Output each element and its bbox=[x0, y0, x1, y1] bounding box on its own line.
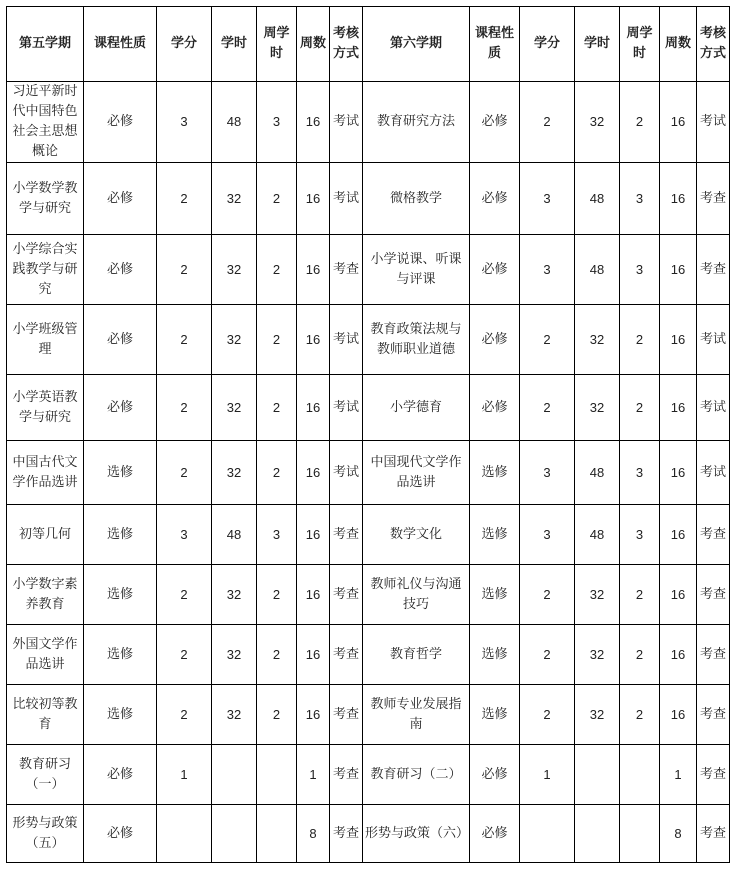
sem6-course-hours: 32 bbox=[575, 685, 620, 745]
sem5-course-weekly-hours: 3 bbox=[257, 505, 297, 565]
sem6-course-nature: 必修 bbox=[470, 235, 520, 305]
sem6-course-weekly-hours: 2 bbox=[620, 82, 660, 163]
sem5-course-name: 中国古代文学作品选讲 bbox=[7, 441, 84, 505]
sem5-course-credit: 2 bbox=[157, 163, 212, 235]
sem5-course-hours: 32 bbox=[212, 305, 257, 375]
sem5-course-weekly-hours: 2 bbox=[257, 305, 297, 375]
sem5-course-weeks: 16 bbox=[297, 375, 330, 441]
sem5-course-assessment: 考试 bbox=[330, 375, 363, 441]
sem5-course-name: 小学英语教学与研究 bbox=[7, 375, 84, 441]
header-nature: 课程性质 bbox=[84, 7, 157, 82]
table-row bbox=[7, 805, 730, 863]
sem5-course-credit: 2 bbox=[157, 305, 212, 375]
sem5-course-nature: 必修 bbox=[84, 305, 157, 375]
sem5-course-credit: 3 bbox=[157, 505, 212, 565]
sem5-course-hours: 32 bbox=[212, 565, 257, 625]
sem6-course-weeks: 16 bbox=[660, 441, 697, 505]
sem5-course-weeks: 16 bbox=[297, 305, 330, 375]
sem6-course-weekly-hours: 3 bbox=[620, 441, 660, 505]
sem5-course-credit bbox=[157, 805, 212, 863]
table-row bbox=[7, 565, 730, 625]
sem6-course-assessment: 考试 bbox=[697, 305, 730, 375]
sem6-course-hours: 32 bbox=[575, 82, 620, 163]
sem5-course-hours bbox=[212, 745, 257, 805]
sem6-course-nature: 必修 bbox=[470, 163, 520, 235]
sem5-course-name: 形势与政策（五） bbox=[7, 805, 84, 863]
sem5-course-name: 小学数字素养教育 bbox=[7, 565, 84, 625]
sem6-course-weekly-hours: 3 bbox=[620, 505, 660, 565]
sem5-course-nature: 选修 bbox=[84, 441, 157, 505]
sem5-course-nature: 必修 bbox=[84, 375, 157, 441]
sem6-course-name: 中国现代文学作品选讲 bbox=[363, 441, 470, 505]
sem5-course-weeks: 16 bbox=[297, 505, 330, 565]
sem5-course-weeks: 16 bbox=[297, 625, 330, 685]
sem5-course-assessment: 考试 bbox=[330, 305, 363, 375]
sem5-course-assessment: 考查 bbox=[330, 685, 363, 745]
sem6-course-credit: 2 bbox=[520, 625, 575, 685]
header-credit: 学分 bbox=[157, 7, 212, 82]
sem5-course-weekly-hours bbox=[257, 805, 297, 863]
header-semester-5: 第五学期 bbox=[7, 7, 84, 82]
sem6-course-hours: 32 bbox=[575, 305, 620, 375]
sem6-course-assessment: 考查 bbox=[697, 235, 730, 305]
sem5-course-hours: 32 bbox=[212, 441, 257, 505]
sem5-course-credit: 2 bbox=[157, 625, 212, 685]
sem6-course-name: 小学说课、听课与评课 bbox=[363, 235, 470, 305]
sem5-course-weeks: 16 bbox=[297, 235, 330, 305]
sem5-course-name: 小学班级管理 bbox=[7, 305, 84, 375]
sem5-course-weeks: 16 bbox=[297, 163, 330, 235]
sem6-course-nature: 必修 bbox=[470, 805, 520, 863]
sem6-course-assessment: 考试 bbox=[697, 82, 730, 163]
sem5-course-weekly-hours: 2 bbox=[257, 235, 297, 305]
sem6-course-weeks: 16 bbox=[660, 375, 697, 441]
sem5-course-assessment: 考试 bbox=[330, 82, 363, 163]
table-row bbox=[7, 305, 730, 375]
sem6-course-name: 教师礼仪与沟通技巧 bbox=[363, 565, 470, 625]
sem6-course-weeks: 16 bbox=[660, 235, 697, 305]
sem6-course-nature: 必修 bbox=[470, 305, 520, 375]
header-semester-6: 第六学期 bbox=[363, 7, 470, 82]
sem6-course-credit: 3 bbox=[520, 441, 575, 505]
sem6-course-hours: 48 bbox=[575, 441, 620, 505]
sem6-course-nature: 必修 bbox=[470, 375, 520, 441]
sem6-course-name: 小学德育 bbox=[363, 375, 470, 441]
sem5-course-credit: 3 bbox=[157, 82, 212, 163]
sem6-course-weekly-hours: 2 bbox=[620, 685, 660, 745]
header-hours: 学时 bbox=[212, 7, 257, 82]
sem6-course-nature: 必修 bbox=[470, 82, 520, 163]
sem5-course-weekly-hours: 2 bbox=[257, 625, 297, 685]
sem5-course-nature: 必修 bbox=[84, 745, 157, 805]
sem6-course-assessment: 考查 bbox=[697, 745, 730, 805]
sem6-course-hours bbox=[575, 745, 620, 805]
sem5-course-name: 外国文学作品选讲 bbox=[7, 625, 84, 685]
sem5-course-hours: 32 bbox=[212, 375, 257, 441]
sem5-course-nature: 必修 bbox=[84, 805, 157, 863]
header-row bbox=[7, 7, 730, 82]
sem6-course-weekly-hours: 3 bbox=[620, 163, 660, 235]
sem5-course-nature: 选修 bbox=[84, 685, 157, 745]
sem6-course-credit: 3 bbox=[520, 505, 575, 565]
sem6-course-name: 形势与政策（六） bbox=[363, 805, 470, 863]
sem6-course-hours: 32 bbox=[575, 625, 620, 685]
sem5-course-assessment: 考查 bbox=[330, 625, 363, 685]
sem5-course-weeks: 16 bbox=[297, 685, 330, 745]
sem5-course-credit: 2 bbox=[157, 235, 212, 305]
sem6-course-credit: 2 bbox=[520, 375, 575, 441]
sem5-course-weekly-hours: 2 bbox=[257, 565, 297, 625]
sem5-course-weekly-hours: 2 bbox=[257, 375, 297, 441]
sem6-course-weeks: 16 bbox=[660, 565, 697, 625]
sem6-course-nature: 选修 bbox=[470, 625, 520, 685]
sem5-course-nature: 选修 bbox=[84, 625, 157, 685]
table-row bbox=[7, 625, 730, 685]
sem5-course-credit: 2 bbox=[157, 375, 212, 441]
sem5-course-weeks: 8 bbox=[297, 805, 330, 863]
sem5-course-assessment: 考查 bbox=[330, 235, 363, 305]
sem5-course-weeks: 16 bbox=[297, 441, 330, 505]
sem5-course-name: 初等几何 bbox=[7, 505, 84, 565]
sem6-course-weekly-hours: 2 bbox=[620, 375, 660, 441]
table-row bbox=[7, 745, 730, 805]
sem5-course-name: 小学数学教学与研究 bbox=[7, 163, 84, 235]
sem5-course-credit: 2 bbox=[157, 685, 212, 745]
sem5-course-assessment: 考查 bbox=[330, 805, 363, 863]
sem6-course-credit: 3 bbox=[520, 163, 575, 235]
header-weeks: 周数 bbox=[660, 7, 697, 82]
sem6-course-assessment: 考试 bbox=[697, 375, 730, 441]
sem5-course-weekly-hours: 3 bbox=[257, 82, 297, 163]
sem6-course-credit: 2 bbox=[520, 565, 575, 625]
sem6-course-hours: 32 bbox=[575, 565, 620, 625]
sem6-course-nature: 选修 bbox=[470, 565, 520, 625]
sem6-course-weeks: 16 bbox=[660, 505, 697, 565]
header-weekly-hours: 周学时 bbox=[257, 7, 297, 82]
sem6-course-name: 数学文化 bbox=[363, 505, 470, 565]
sem6-course-hours bbox=[575, 805, 620, 863]
sem6-course-weekly-hours: 2 bbox=[620, 625, 660, 685]
sem5-course-name: 教育研习（一） bbox=[7, 745, 84, 805]
header-weeks: 周数 bbox=[297, 7, 330, 82]
sem5-course-hours: 48 bbox=[212, 82, 257, 163]
sem5-course-assessment: 考试 bbox=[330, 163, 363, 235]
sem6-course-nature: 选修 bbox=[470, 441, 520, 505]
sem6-course-weekly-hours bbox=[620, 805, 660, 863]
sem6-course-name: 教育政策法规与教师职业道德 bbox=[363, 305, 470, 375]
sem5-course-hours bbox=[212, 805, 257, 863]
sem5-course-nature: 选修 bbox=[84, 505, 157, 565]
sem5-course-name: 比较初等教育 bbox=[7, 685, 84, 745]
sem5-course-credit: 2 bbox=[157, 441, 212, 505]
sem6-course-assessment: 考查 bbox=[697, 805, 730, 863]
sem6-course-credit: 1 bbox=[520, 745, 575, 805]
sem6-course-assessment: 考查 bbox=[697, 625, 730, 685]
sem6-course-hours: 48 bbox=[575, 505, 620, 565]
sem5-course-nature: 选修 bbox=[84, 565, 157, 625]
sem6-course-weeks: 16 bbox=[660, 163, 697, 235]
header-assessment: 考核方式 bbox=[330, 7, 363, 82]
sem6-course-weeks: 1 bbox=[660, 745, 697, 805]
sem6-course-weeks: 16 bbox=[660, 625, 697, 685]
sem6-course-credit: 2 bbox=[520, 685, 575, 745]
sem6-course-credit bbox=[520, 805, 575, 863]
sem6-course-weekly-hours: 2 bbox=[620, 565, 660, 625]
sem6-course-name: 教师专业发展指南 bbox=[363, 685, 470, 745]
table-row bbox=[7, 505, 730, 565]
sem5-course-weekly-hours: 2 bbox=[257, 685, 297, 745]
curriculum-table bbox=[6, 6, 730, 863]
sem5-course-assessment: 考试 bbox=[330, 441, 363, 505]
sem5-course-credit: 1 bbox=[157, 745, 212, 805]
sem5-course-nature: 必修 bbox=[84, 235, 157, 305]
sem6-course-assessment: 考查 bbox=[697, 685, 730, 745]
sem6-course-nature: 选修 bbox=[470, 505, 520, 565]
sem5-course-hours: 32 bbox=[212, 163, 257, 235]
table-row bbox=[7, 685, 730, 745]
header-nature: 课程性质 bbox=[470, 7, 520, 82]
sem6-course-weeks: 16 bbox=[660, 305, 697, 375]
table-row bbox=[7, 82, 730, 163]
table-row bbox=[7, 375, 730, 441]
header-hours: 学时 bbox=[575, 7, 620, 82]
sem6-course-credit: 2 bbox=[520, 82, 575, 163]
sem6-course-nature: 必修 bbox=[470, 745, 520, 805]
sem5-course-nature: 必修 bbox=[84, 82, 157, 163]
sem6-course-weekly-hours bbox=[620, 745, 660, 805]
sem5-course-weekly-hours: 2 bbox=[257, 441, 297, 505]
sem6-course-name: 微格教学 bbox=[363, 163, 470, 235]
sem5-course-weekly-hours bbox=[257, 745, 297, 805]
sem5-course-assessment: 考查 bbox=[330, 745, 363, 805]
sem6-course-weekly-hours: 2 bbox=[620, 305, 660, 375]
sem6-course-weekly-hours: 3 bbox=[620, 235, 660, 305]
sem6-course-weeks: 16 bbox=[660, 685, 697, 745]
sem5-course-credit: 2 bbox=[157, 565, 212, 625]
header-credit: 学分 bbox=[520, 7, 575, 82]
sem6-course-hours: 48 bbox=[575, 235, 620, 305]
table-row bbox=[7, 235, 730, 305]
sem5-course-hours: 32 bbox=[212, 235, 257, 305]
sem5-course-name: 习近平新时代中国特色社会主思想概论 bbox=[7, 82, 84, 163]
sem5-course-name: 小学综合实践教学与研究 bbox=[7, 235, 84, 305]
sem5-course-weeks: 1 bbox=[297, 745, 330, 805]
sem6-course-assessment: 考查 bbox=[697, 505, 730, 565]
sem6-course-name: 教育研究方法 bbox=[363, 82, 470, 163]
header-assessment: 考核方式 bbox=[697, 7, 730, 82]
sem6-course-name: 教育研习（二） bbox=[363, 745, 470, 805]
table-row bbox=[7, 441, 730, 505]
table-row bbox=[7, 163, 730, 235]
sem6-course-assessment: 考查 bbox=[697, 163, 730, 235]
sem6-course-hours: 32 bbox=[575, 375, 620, 441]
sem6-course-credit: 2 bbox=[520, 305, 575, 375]
sem5-course-weeks: 16 bbox=[297, 565, 330, 625]
sem6-course-hours: 48 bbox=[575, 163, 620, 235]
sem5-course-nature: 必修 bbox=[84, 163, 157, 235]
sem6-course-weeks: 16 bbox=[660, 82, 697, 163]
sem5-course-assessment: 考查 bbox=[330, 565, 363, 625]
sem6-course-credit: 3 bbox=[520, 235, 575, 305]
table-body bbox=[7, 82, 730, 863]
sem5-course-hours: 48 bbox=[212, 505, 257, 565]
sem5-course-weeks: 16 bbox=[297, 82, 330, 163]
sem6-course-nature: 选修 bbox=[470, 685, 520, 745]
sem6-course-weeks: 8 bbox=[660, 805, 697, 863]
sem5-course-hours: 32 bbox=[212, 685, 257, 745]
sem5-course-weekly-hours: 2 bbox=[257, 163, 297, 235]
sem6-course-name: 教育哲学 bbox=[363, 625, 470, 685]
sem5-course-assessment: 考查 bbox=[330, 505, 363, 565]
sem6-course-assessment: 考试 bbox=[697, 441, 730, 505]
sem5-course-hours: 32 bbox=[212, 625, 257, 685]
header-weekly-hours: 周学时 bbox=[620, 7, 660, 82]
sem6-course-assessment: 考查 bbox=[697, 565, 730, 625]
